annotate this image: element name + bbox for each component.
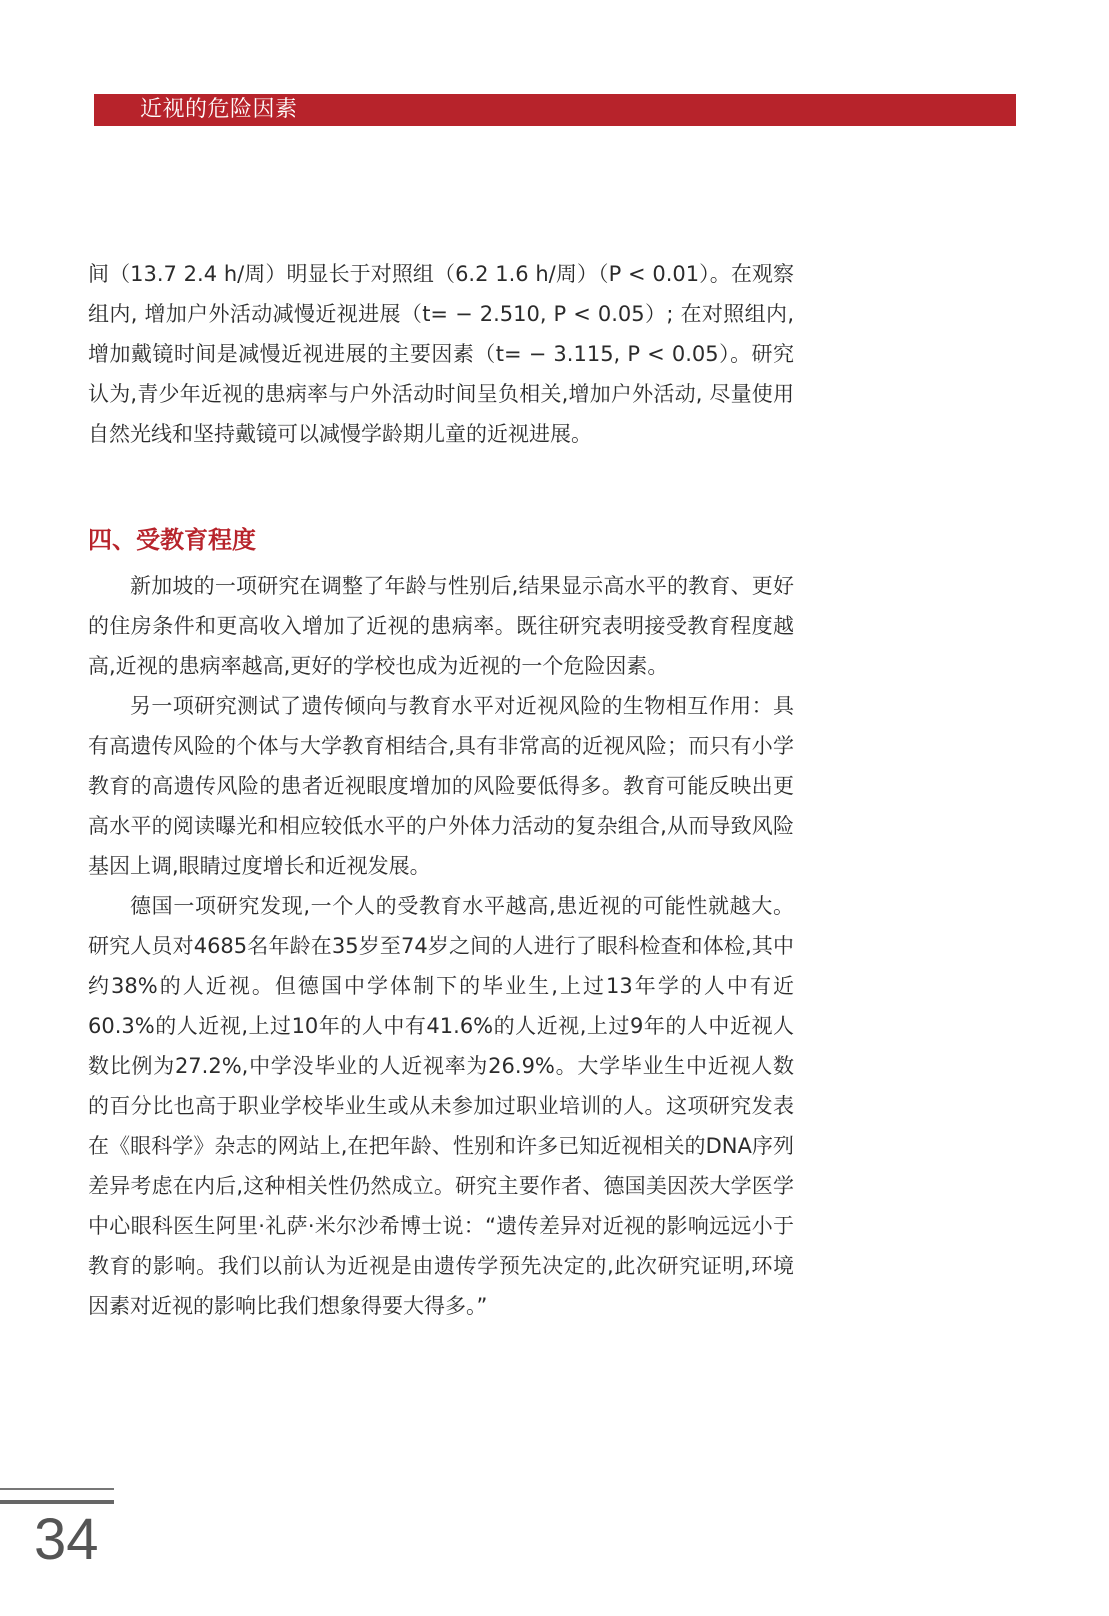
chapter-title: 近视的危险因素 (140, 97, 298, 122)
lead-paragraph: 间（13.7 2.4 h/周）明显长于对照组（6.2 1.6 h/周）（P < 0.01）。在观察组内, 增加户外活动减慢近视进展（t= − 2.510, P < 0.05）; 在对照组内,增加戴镜时间是减慢近视进展的主要因素（t= − 3.115, P < 0.05）。研究认为,青少年近视的患病率与户外活动时间呈负相关,增加户外活动, 尽量使用自然光线和坚持戴镜可以减慢学龄期儿童的近视进展。 (88, 262, 794, 446)
footer-rule-thick (0, 1500, 114, 1504)
lead-paragraph-block (88, 254, 794, 454)
section-heading: 四、受教育程度 (88, 526, 256, 554)
section-body (88, 566, 794, 1326)
chapter-header-bar (94, 94, 1016, 126)
paragraph-german-study: 德国一项研究发现,一个人的受教育水平越高,患近视的可能性就越大。研究人员对4685名年龄在35岁至74岁之间的人进行了眼科检查和体检,其中约38%的人近视。但德国中学体制下的毕业生,上过13年学的人中有近60.3%的人近视,上过10年的人中有41.6%的人近视,上过9年的人中近视人数比例为27.2%,中学没毕业的人近视率为26.9%。大学毕业生中近视人数的百分比也高于职业学校毕业生或从未参加过职业培训的人。这项研究发表在《眼科学》杂志的网站上,在把年龄、性别和许多已知近视相关的DNA序列差异考虑在内后,这种相关性仍然成立。研究主要作者、德国美因茨大学医学中心眼科医生阿里·礼萨·米尔沙希博士说：“遗传差异对近视的影响远远小于教育的影响。我们以前认为近视是由遗传学预先决定的,此次研究证明,环境因素对近视的影响比我们想象得要大得多。” (88, 894, 794, 1318)
paragraph-genetic-interaction: 另一项研究测试了遗传倾向与教育水平对近视风险的生物相互作用：具有高遗传风险的个体与大学教育相结合,具有非常高的近视风险；而只有小学教育的高遗传风险的患者近视眼度增加的风险要低得多。教育可能反映出更高水平的阅读曝光和相应较低水平的户外体力活动的复杂组合,从而导致风险基因上调,眼睛过度增长和近视发展。 (88, 694, 794, 878)
paragraph-singapore-study: 新加坡的一项研究在调整了年龄与性别后,结果显示高水平的教育、更好的住房条件和更高收入增加了近视的患病率。既往研究表明接受教育程度越高,近视的患病率越高,更好的学校也成为近视的一个危险因素。 (88, 574, 794, 678)
footer-rule-thin (0, 1488, 114, 1490)
page-number: 34 (34, 1507, 99, 1572)
